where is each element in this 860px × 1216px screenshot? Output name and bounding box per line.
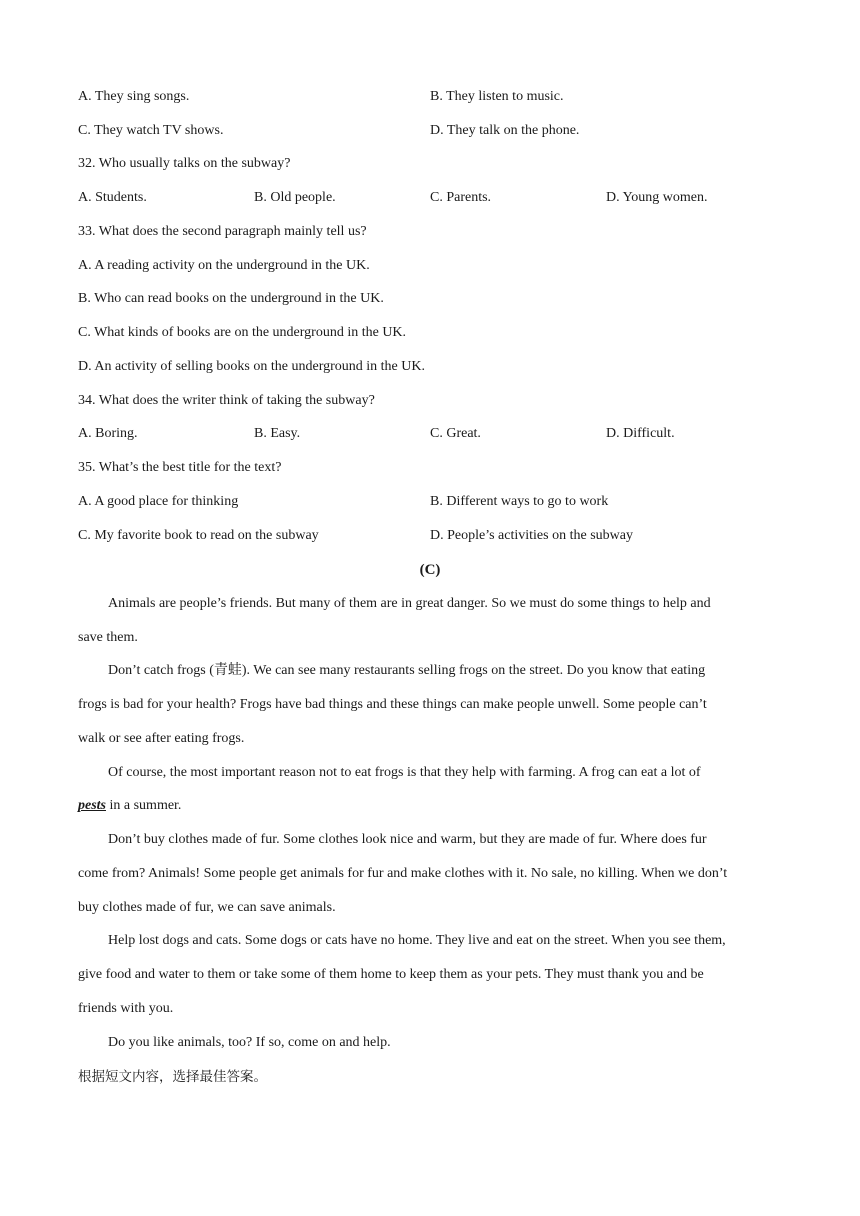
passage-p3-line-2-rest: in a summer. [106, 798, 182, 813]
q32-options-row [78, 187, 786, 209]
answer-instruction: 根据短文内容，选择最佳答案。 [78, 1069, 267, 1085]
section-c-heading: (C) [419, 562, 441, 578]
passage-p2-line-3: walk or see after eating frogs. [78, 731, 245, 746]
q33-option-d: D. An activity of selling books on the underground in the UK. [78, 359, 425, 374]
q31-option-c: C. They watch TV shows. [78, 123, 224, 138]
passage-p2-line-1: Don’t catch frogs (青蛙). We can see many restaurants selling frogs on the street. Do you know that eating [108, 663, 706, 678]
passage-p4-line-3: buy clothes made of fur, we can save animals. [78, 900, 336, 915]
q31-options-row-2 [78, 120, 786, 142]
q33-option-b: B. Who can read books on the underground in the UK. [78, 291, 384, 306]
q34-question: 34. What does the writer think of taking the subway? [78, 393, 375, 408]
q31-option-d: D. They talk on the phone. [430, 123, 580, 138]
passage-p4-line-1: Don’t buy clothes made of fur. Some clothes look nice and warm, but they are made of fur. Where does fur [108, 832, 707, 847]
passage-p3-line-2 [78, 795, 786, 817]
q31-option-b: B. They listen to music. [430, 89, 564, 104]
passage-p6-line-1: Do you like animals, too? If so, come on and help. [108, 1035, 391, 1050]
q31-options-row-1 [78, 86, 786, 108]
passage-p5-line-1: Help lost dogs and cats. Some dogs or cats have no home. They live and eat on the street. When you see them, [108, 933, 726, 948]
q32-option-a: A. Students. [78, 190, 147, 205]
q32-question: 32. Who usually talks on the subway? [78, 156, 291, 171]
q34-option-a: A. Boring. [78, 426, 138, 441]
passage-p1-line-2: save them. [78, 630, 138, 645]
q33-question: 33. What does the second paragraph mainly tell us? [78, 224, 367, 239]
q33-option-a: A. A reading activity on the underground in the UK. [78, 258, 370, 273]
passage-p1-line-1: Animals are people’s friends. But many of them are in great danger. So we must do some things to help and [108, 596, 711, 611]
q35-option-a: A. A good place for thinking [78, 494, 239, 509]
q35-option-b: B. Different ways to go to work [430, 494, 609, 509]
q35-option-c: C. My favorite book to read on the subway [78, 528, 319, 543]
passage-p5-line-3: friends with you. [78, 1001, 174, 1016]
q34-option-b: B. Easy. [254, 426, 301, 441]
q35-options-row-2 [78, 525, 786, 547]
q34-option-d: D. Difficult. [606, 426, 675, 441]
q34-option-c: C. Great. [430, 426, 481, 441]
q31-option-a: A. They sing songs. [78, 89, 190, 104]
passage-p4-line-2: come from? Animals! Some people get animals for fur and make clothes with it. No sale, no killing. When we don’t [78, 866, 728, 881]
passage-p2-line-2: frogs is bad for your health? Frogs have bad things and these things can make people unwell. Some people can’t [78, 697, 707, 712]
passage-p3-line-1: Of course, the most important reason not to eat frogs is that they help with farming. A frog can eat a lot of [108, 765, 701, 780]
q32-option-d: D. Young women. [606, 190, 708, 205]
q32-option-c: C. Parents. [430, 190, 492, 205]
passage-p5-line-2: give food and water to them or take some of them home to keep them as your pets. They must thank you and be [78, 967, 704, 982]
q33-option-c: C. What kinds of books are on the underground in the UK. [78, 325, 407, 340]
underlined-word-pests: pests [78, 798, 106, 813]
q32-option-b: B. Old people. [254, 190, 336, 205]
q35-option-d: D. People’s activities on the subway [430, 528, 633, 543]
q35-options-row-1 [78, 491, 786, 513]
q35-question: 35. What’s the best title for the text? [78, 460, 282, 475]
q34-options-row [78, 423, 786, 445]
